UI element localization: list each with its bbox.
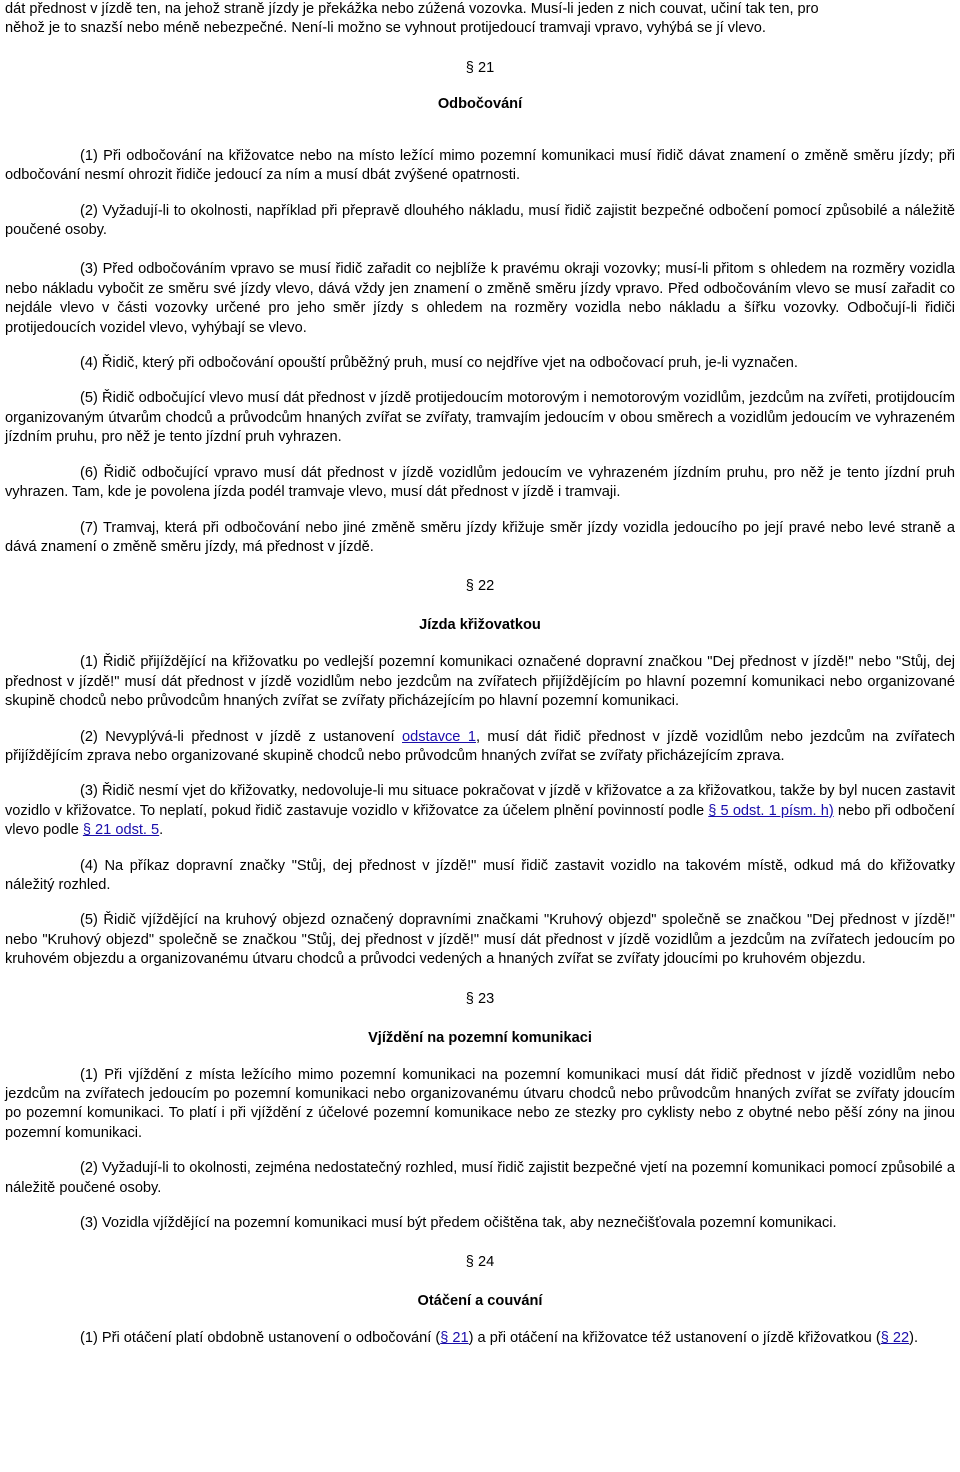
section-22-para-3-text-b: nebo při odbočení vlevo podle xyxy=(5,802,955,839)
section-23-title: Vjíždění na pozemní komunikaci xyxy=(368,1029,592,1046)
link-par-21[interactable]: § 21 xyxy=(440,1330,469,1347)
section-23-number: § 23 xyxy=(465,990,495,1007)
top-fragment-text-1: dát přednost v jízdě ten, na jehož straně jízdy je překážka nebo zúžená vozovka. Musí-li jeden z nich couvat, učiní tak ten, pro xyxy=(5,1,819,17)
section-22-para-3-text-a: (3) Řidič nesmí vjet do křižovatky, nedovoluje-li mu situace pokračovat v jízdě v křižovatce a za křižovatkou, takže by byl nucen zastavit vozidlo v křižovatce. To neplatí, pokud řidič zastavuje vozidlo v křižovatce za účelem plnění povinností podle xyxy=(5,783,955,819)
section-24-number: § 24 xyxy=(465,1254,495,1271)
section-24-para-1-text-a: (1) Při otáčení platí obdobně ustanovení o odbočování ( xyxy=(80,1330,441,1347)
link-par-5-odst-1-pism-h[interactable]: § 5 odst. 1 písm. h) xyxy=(708,802,834,819)
top-fragment-line-2 xyxy=(5,19,955,38)
link-par-21-odst-5[interactable]: § 21 odst. 5 xyxy=(82,822,160,839)
section-24-title: Otáčení a couvání xyxy=(417,1293,543,1310)
top-fragment-line-1 xyxy=(5,0,955,19)
link-odstavce-1[interactable]: odstavce 1 xyxy=(402,728,476,745)
section-21-para-6: (6) Řidič odbočující vpravo musí dát přednost v jízdě vozidlům jedoucím ve vyhrazeném jízdním pruhu, pro něž je tento jízdní pruh vyhrazen. Tam, kde je povolena jízda podél tramvaje vlevo, musí dát přednost v jízdě i tramvaji. xyxy=(5,464,955,501)
section-21-title: Odbočování xyxy=(437,95,523,112)
section-21-para-1: (1) Při odbočování na křižovatce nebo na místo ležící mimo pozemní komunikaci musí řidič dávat znamení o změně směru jízdy; při odbočování nesmí ohrozit řidiče jedoucí za ním a musí dbát zvýšené opatrnosti. xyxy=(5,147,955,184)
top-fragment-text-2: něhož je to snazší nebo méně nebezpečné. Není-li možno se vyhnout protijedoucí tramvaji vpravo, vyhýbá se jí vlevo. xyxy=(5,20,766,37)
section-22-para-5: (5) Řidič vjíždějící na kruhový objezd označený dopravními značkami "Kruhový objezd" společně se značkou "Dej přednost v jízdě!" nebo "Kruhový objezd" společně se značkou "Stůj, dej přednost v jízdě!" musí dát přednost v jízdě vozidlům a jezdcům na zvířatech jedoucím po kruhovém objezdu a organizovanému útvaru chodců a průvodci vedených a hnaných zvířat se zvířaty jdoucími po kruhovém objezdu. xyxy=(5,912,955,968)
section-22-para-2-text-a: (2) Nevyplývá-li přednost v jízdě z ustanovení xyxy=(80,728,403,745)
section-23-para-2: (2) Vyžadují-li to okolnosti, zejména nedostatečný rozhled, musí řidič zajistit bezpečné vjetí na pozemní komunikaci pomocí způsobilé a náležitě poučené osoby. xyxy=(5,1160,955,1196)
section-22-title: Jízda křižovatkou xyxy=(419,617,541,634)
section-21-para-5: (5) Řidič odbočující vlevo musí dát přednost v jízdě protijedoucím motorovým i nemotorovým vozidlům, jezdcům na zvířeti, protijdoucím organizovaným útvarům chodců a průvodcům hnaných zvířat se zvířaty, tramvajím jedoucím v obou směrech a vozidlům jedoucím ve vyhrazeném jízdním pruhu, pro něž je tento jízdní pruh vyhrazen. xyxy=(5,390,955,446)
section-21-para-3: (3) Před odbočováním vpravo se musí řidič zařadit co nejblíže k pravému okraji vozovky; musí-li přitom s ohledem na rozměry vozidla nebo nákladu vybočit ze směru své jízdy vlevo, dává vždy jen znamení o změně směru jízdy vpravo. Před odbočováním vlevo se musí zařadit co nejdále vlevo v části vozovky určené pro jeho směr jízdy s ohledem na rozměry vozidla nebo nákladu a šířku vozovky. Odbočují-li řidiči protijedoucích vozidel vlevo, vyhýbají se vlevo. xyxy=(5,261,955,336)
section-22-para-2 xyxy=(5,728,955,767)
section-23-para-3: (3) Vozidla vjíždějící na pozemní komunikaci musí být předem očištěna tak, aby neznečišťovala pozemní komunikaci. xyxy=(80,1215,837,1232)
document-page xyxy=(5,0,955,1349)
section-21-para-4: (4) Řidič, který při odbočování opouští průběžný pruh, musí co nejdříve vjet na odbočovací pruh, je-li vyznačen. xyxy=(80,355,798,372)
section-22-para-3 xyxy=(5,782,955,840)
section-24-para-1-text-b: ) a při otáčení na křižovatce též ustanovení o jízdě křižovatkou ( xyxy=(468,1330,881,1347)
section-21-para-7: (7) Tramvaj, která při odbočování nebo jiné změně směru jízdy křižuje směr jízdy vozidla jedoucího po její pravé nebo levé straně a dává znamení o změně směru jízdy, má přednost v jízdě. xyxy=(5,519,955,555)
section-22-para-3-text-c: . xyxy=(159,822,164,839)
link-par-22[interactable]: § 22 xyxy=(880,1330,910,1347)
section-24-para-1-text-c: ). xyxy=(909,1330,919,1347)
section-22-para-4: (4) Na příkaz dopravní značky "Stůj, dej přednost v jízdě!" musí řidič zastavit vozidlo na takovém místě, odkud má do křižovatky náležitý rozhled. xyxy=(5,857,955,893)
section-24-para-1 xyxy=(5,1329,955,1348)
section-22-number: § 22 xyxy=(465,578,495,595)
section-23-para-1: (1) Při vjíždění z místa ležícího mimo pozemní komunikaci na pozemní komunikaci musí dát řidič přednost v jízdě vozidlům nebo jezdcům na zvířatech jedoucím po pozemní komunikaci nebo organizovanému útvaru chodců nebo průvodcům hnaných zvířat se zvířaty jdoucím po pozemní komunikaci. To platí i při vjíždění z účelové pozemní komunikace nebo ze stezky pro cyklisty nebo z obytné nebo pěší zóny na jinou pozemní komunikaci. xyxy=(5,1066,955,1141)
section-22-para-1: (1) Řidič přijíždějící na křižovatku po vedlejší pozemní komunikaci označené dopravní značkou "Dej přednost v jízdě!" nebo "Stůj, dej přednost v jízdě!" musí dát přednost v jízdě vozidlům nebo jezdcům na zvířatech přijíždějícím po hlavní pozemní komunikaci nebo organizované skupině chodců nebo průvodcům hnaných zvířat se zvířaty přicházejícím po hlavní pozemní komunikaci. xyxy=(5,654,955,710)
section-22-para-2-text-b: , musí dát řidič přednost v jízdě vozidlům nebo jezdcům na zvířatech přijíždějícím zprava nebo organizované skupině chodců nebo průvodcům hnaných zvířat se zvířaty přicházejícím zprava. xyxy=(5,728,955,764)
section-21-number: § 21 xyxy=(465,59,495,76)
section-21-para-2: (2) Vyžadují-li to okolnosti, například při přepravě dlouhého nákladu, musí řidič zajistit bezpečné odbočení pomocí způsobilé a náležitě poučené osoby. xyxy=(5,202,955,239)
